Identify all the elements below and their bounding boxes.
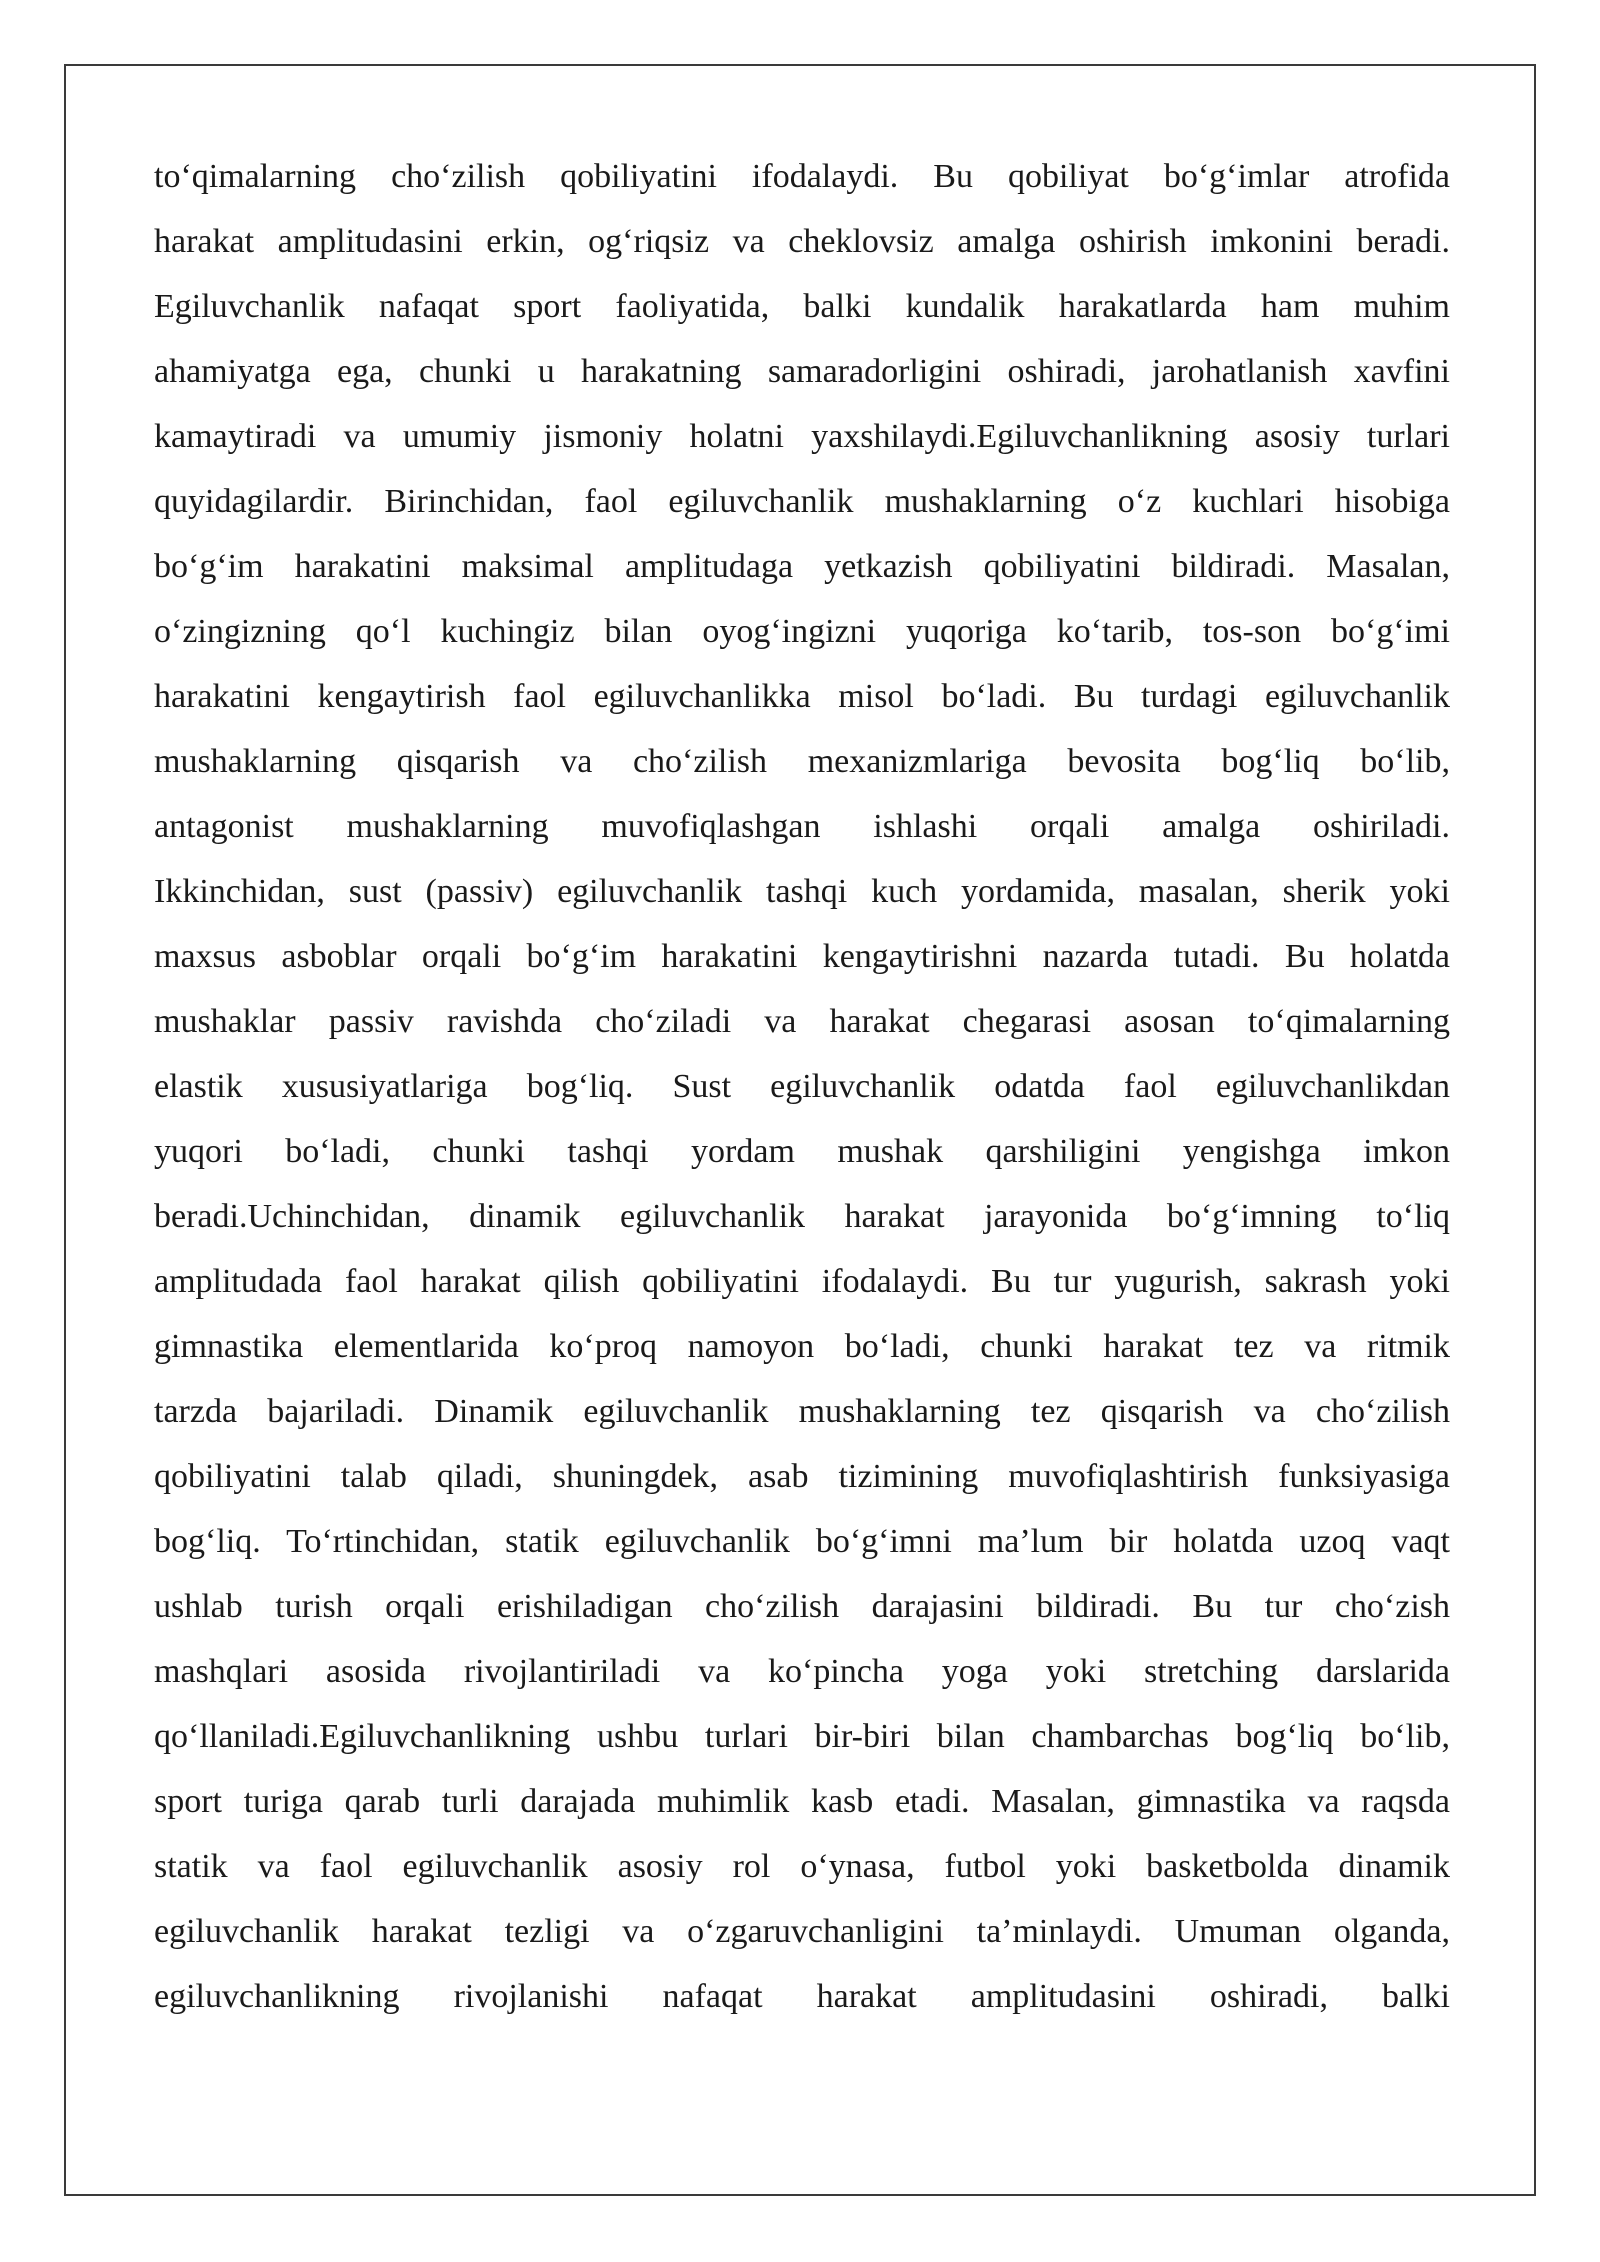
text-line: mushaklar passiv ravishda cho‘ziladi va harakat chegarasi asosan to‘qimalarning <box>154 1003 1450 1040</box>
text-line: to‘qimalarning cho‘zilish qobiliyatini ifodalaydi. Bu qobiliyat bo‘g‘imlar atrofida <box>154 158 1450 195</box>
text-line: harakatini kengaytirish faol egiluvchanlikka misol bo‘ladi. Bu turdagi egiluvchanlik <box>154 678 1450 715</box>
text-line: egiluvchanlikning rivojlanishi nafaqat harakat amplitudasini oshiradi, balki <box>154 1978 1450 2015</box>
text-line: bo‘g‘im harakatini maksimal amplitudaga yetkazish qobiliyatini bildiradi. Masalan, <box>154 548 1450 585</box>
text-line: qo‘llaniladi.Egiluvchanlikning ushbu turlari bir-biri bilan chambarchas bog‘liq bo‘lib, <box>154 1718 1450 1755</box>
text-line: gimnastika elementlarida ko‘proq namoyon bo‘ladi, chunki harakat tez va ritmik <box>154 1328 1450 1365</box>
text-line: harakat amplitudasini erkin, og‘riqsiz va cheklovsiz amalga oshirish imkonini beradi. <box>154 223 1450 260</box>
text-line: mushaklarning qisqarish va cho‘zilish mexanizmlariga bevosita bog‘liq bo‘lib, <box>154 743 1450 780</box>
text-line: antagonist mushaklarning muvofiqlashgan ishlashi orqali amalga oshiriladi. <box>154 808 1450 845</box>
text-line: o‘zingizning qo‘l kuchingiz bilan oyog‘ingizni yuqoriga ko‘tarib, tos-son bo‘g‘imi <box>154 613 1450 650</box>
text-line: kamaytiradi va umumiy jismoniy holatni yaxshilaydi.Egiluvchanlikning asosiy turlari <box>154 418 1450 455</box>
text-line: statik va faol egiluvchanlik asosiy rol o‘ynasa, futbol yoki basketbolda dinamik <box>154 1848 1450 1885</box>
text-line: ahamiyatga ega, chunki u harakatning samaradorligini oshiradi, jarohatlanish xavfini <box>154 353 1450 390</box>
text-line: egiluvchanlik harakat tezligi va o‘zgaruvchanligini ta’minlaydi. Umuman olganda, <box>154 1913 1450 1950</box>
text-line: tarzda bajariladi. Dinamik egiluvchanlik mushaklarning tez qisqarish va cho‘zilish <box>154 1393 1450 1430</box>
text-line: mashqlari asosida rivojlantiriladi va ko‘pincha yoga yoki stretching darslarida <box>154 1653 1450 1690</box>
text-line: quyidagilardir. Birinchidan, faol egiluvchanlik mushaklarning o‘z kuchlari hisobiga <box>154 483 1450 520</box>
text-line: maxsus asboblar orqali bo‘g‘im harakatini kengaytirishni nazarda tutadi. Bu holatda <box>154 938 1450 975</box>
text-line: beradi.Uchinchidan, dinamik egiluvchanlik harakat jarayonida bo‘g‘imning to‘liq <box>154 1198 1450 1235</box>
text-line: amplitudada faol harakat qilish qobiliyatini ifodalaydi. Bu tur yugurish, sakrash yoki <box>154 1263 1450 1300</box>
text-line: Ikkinchidan, sust (passiv) egiluvchanlik tashqi kuch yordamida, masalan, sherik yoki <box>154 873 1450 910</box>
text-line: sport turiga qarab turli darajada muhimlik kasb etadi. Masalan, gimnastika va raqsda <box>154 1783 1450 1820</box>
text-line: yuqori bo‘ladi, chunki tashqi yordam mushak qarshiligini yengishga imkon <box>154 1133 1450 1170</box>
text-line: qobiliyatini talab qiladi, shuningdek, asab tizimining muvofiqlashtirish funksiyasiga <box>154 1458 1450 1495</box>
body-text <box>154 144 1450 2029</box>
text-line: ushlab turish orqali erishiladigan cho‘zilish darajasini bildiradi. Bu tur cho‘zish <box>154 1588 1450 1625</box>
text-line: Egiluvchanlik nafaqat sport faoliyatida, balki kundalik harakatlarda ham muhim <box>154 288 1450 325</box>
text-line: elastik xususiyatlariga bog‘liq. Sust egiluvchanlik odatda faol egiluvchanlikdan <box>154 1068 1450 1105</box>
text-line: bog‘liq. To‘rtinchidan, statik egiluvchanlik bo‘g‘imni ma’lum bir holatda uzoq vaqt <box>154 1523 1450 1560</box>
